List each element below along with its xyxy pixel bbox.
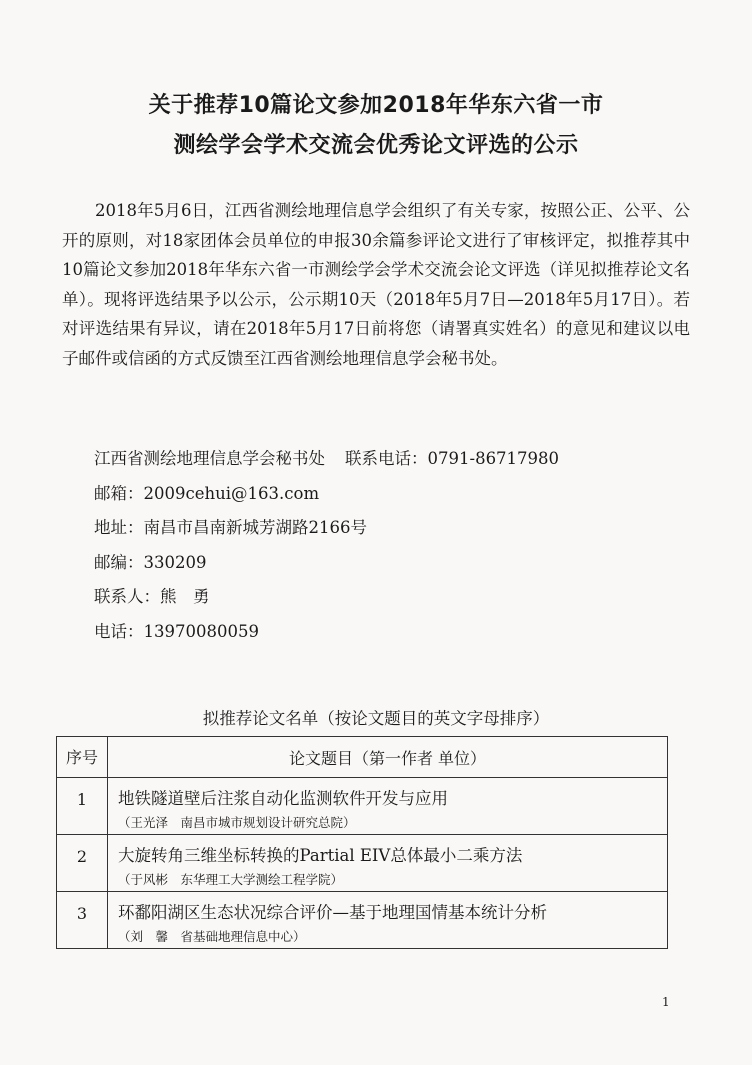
row-cell: [108, 835, 668, 892]
contact-org: 江西省测绘地理信息学会秘书处: [94, 449, 325, 468]
table-header-row: [57, 737, 668, 778]
paper-title: 大旋转角三维坐标转换的Partial EIV总体最小二乘方法: [118, 846, 523, 865]
contact-phone: 联系电话：0791-86717980: [345, 449, 560, 468]
title-line-2: 测绘学会学术交流会优秀论文评选的公示: [173, 133, 579, 158]
table-row: [57, 892, 668, 949]
contact-person: 联系人：熊 勇: [94, 587, 210, 606]
row-cell: [108, 892, 668, 949]
table-row: [57, 778, 668, 835]
contact-postcode: 邮编：330209: [94, 552, 207, 572]
paper-author: （于风彬 东华理工大学测绘工程学院）: [118, 872, 344, 887]
list-title: 拟推荐论文名单（按论文题目的英文字母排序）: [202, 709, 550, 728]
header-number: 序号: [57, 737, 108, 778]
header-title: 论文题目（第一作者 单位）: [108, 737, 668, 778]
row-number: 2: [57, 835, 108, 892]
row-cell: [108, 778, 668, 835]
title-line-1: 关于推荐10篇论文参加2018年华东六省一市: [148, 93, 604, 118]
paper-author: （王光泽 南昌市城市规划设计研究总院）: [118, 815, 356, 830]
row-number: 3: [57, 892, 108, 949]
page-number: 1: [662, 995, 670, 1009]
contact-mobile: 电话：13970080059: [94, 621, 259, 641]
announcement-body: [62, 196, 690, 373]
contact-org-line: [94, 442, 559, 477]
paper-title: 环鄱阳湖区生态状况综合评价—基于地理国情基本统计分析: [118, 903, 547, 922]
contact-email: 邮箱：2009cehui@163.com: [94, 483, 320, 503]
contact-address: 地址：南昌市昌南新城芳湖路2166号: [94, 518, 367, 537]
paper-title: 地铁隧道壁后注浆自动化监测软件开发与应用: [118, 789, 448, 808]
paper-author: （刘 馨 省基础地理信息中心）: [118, 929, 306, 944]
contact-block: [94, 442, 559, 649]
row-number: 1: [57, 778, 108, 835]
table-row: [57, 835, 668, 892]
paper-table: [56, 736, 668, 949]
body-paragraph: 2018年5月6日，江西省测绘地理信息学会组织了有关专家，按照公正、公平、公开的原则，对18家团体会员单位的申报30余篇参评论文进行了审核评定，拟推荐其中10篇论文参加2018年华东六省一市测绘学会学术交流会论文评选（详见拟推荐论文名单）。现将评选结果予以公示，公示期10天（2018年5月7日—2018年5月17日）。若对评选结果有异议，请在2018年5月17日前将您（请署真实姓名）的意见和建议以电子邮件或信函的方式反馈至江西省测绘地理信息学会秘书处。: [62, 201, 690, 368]
